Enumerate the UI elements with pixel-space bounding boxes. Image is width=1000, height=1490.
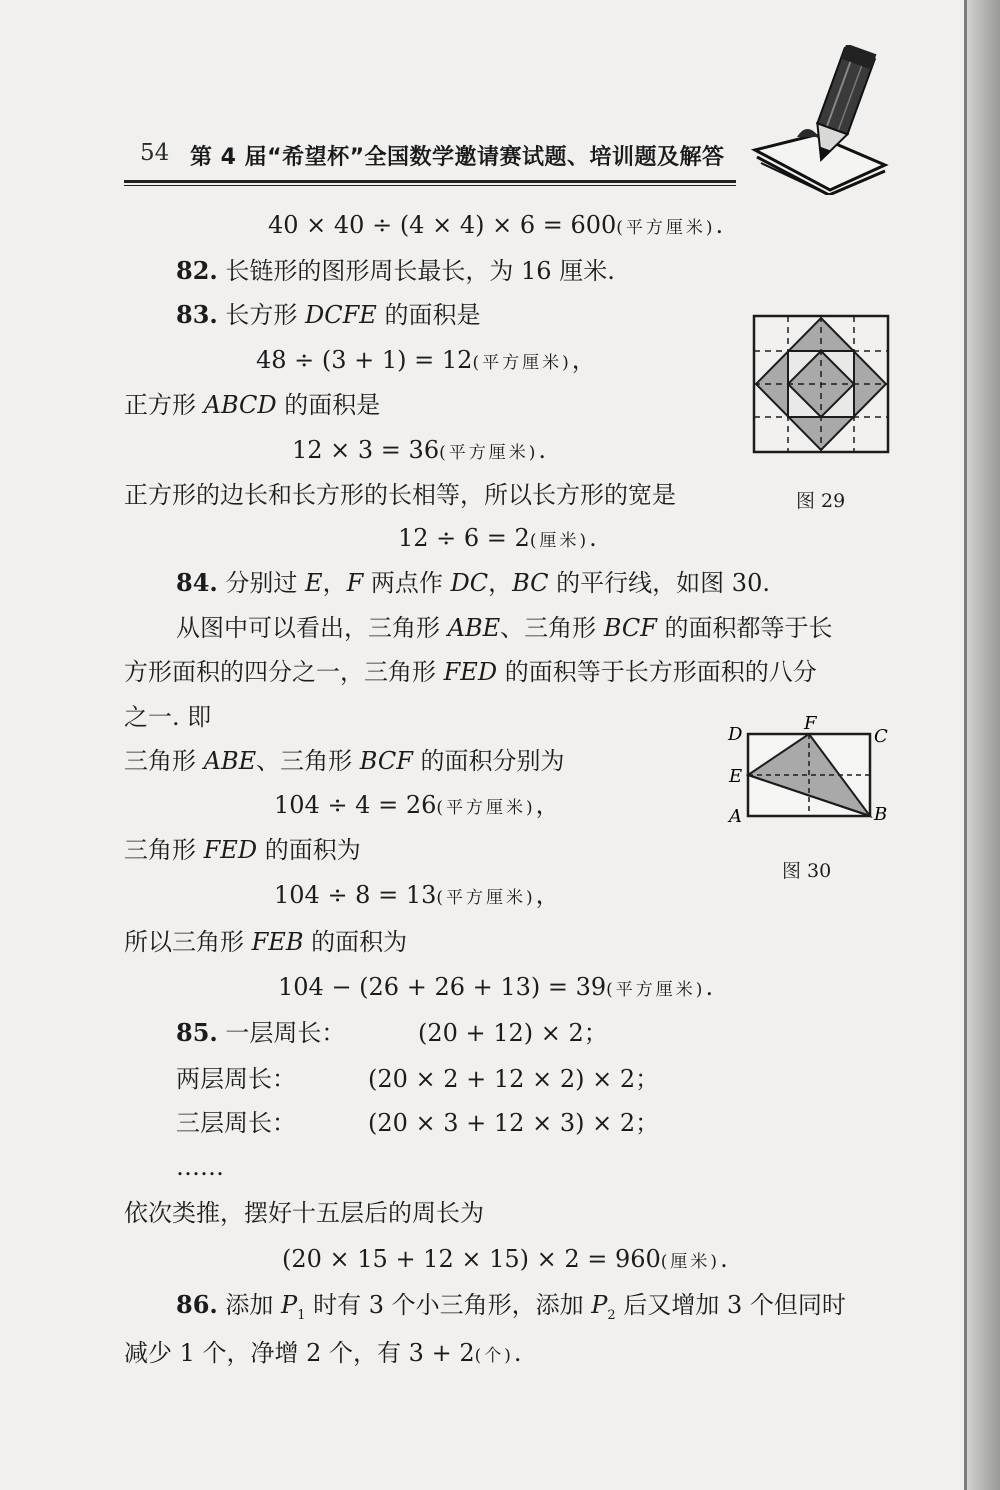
formula-line-5: [274, 790, 560, 823]
text: 正方形: [124, 391, 204, 419]
variable: ABCD: [203, 391, 277, 419]
running-header-title: 第 4 届“希望杯”全国数学邀请赛试题、培训题及解答: [190, 145, 725, 170]
punct: ，: [535, 791, 560, 819]
punct: .: [589, 524, 597, 552]
text: 从图中可以看出，三角形: [176, 614, 448, 642]
answer-84-intro: [176, 568, 770, 598]
formula-line-6: [274, 880, 560, 913]
text: 长链形的图形周长最长，为 16 厘米.: [217, 257, 615, 285]
formula-text: 12 × 3 = 36: [292, 436, 440, 464]
variable: FED: [203, 836, 258, 864]
formula-line-8: [418, 1018, 608, 1048]
answer-83-intro: [176, 300, 480, 330]
variable: BCF: [603, 614, 657, 642]
header-rule: [124, 180, 736, 186]
text: 的面积是: [276, 391, 381, 419]
figure-30-caption: 图 30: [782, 860, 832, 882]
formula-line-7: [278, 972, 713, 1005]
label-C: C: [874, 726, 888, 747]
formula-line-11: [282, 1244, 728, 1277]
answer-86-line-2: [124, 1338, 522, 1371]
formula-text: (20 + 12) × 2；: [418, 1019, 608, 1047]
punct: .: [538, 436, 546, 464]
unit-text: (厘米): [660, 1252, 721, 1272]
unit-text: (平方厘米): [472, 353, 572, 373]
formula-text: (20 × 15 + 12 × 15) × 2 = 960: [282, 1245, 661, 1273]
variable: FED: [443, 658, 498, 686]
text: 、三角形: [500, 614, 604, 642]
text-line-84f: [124, 927, 407, 957]
text: 两层周长：: [176, 1065, 296, 1093]
formula-line-3: [292, 435, 546, 468]
text: 一层周长：: [217, 1019, 346, 1047]
label-D: D: [728, 724, 743, 745]
text-line-85: [124, 1198, 484, 1228]
text: 的面积为: [303, 928, 408, 956]
variable: BCF: [359, 747, 413, 775]
answer-85-line-1: [176, 1018, 345, 1048]
label-A: A: [729, 806, 742, 827]
unit-text: (平方厘米): [606, 980, 706, 1000]
punct: .: [720, 1245, 728, 1273]
text-line-84a: [176, 613, 833, 643]
question-number: 82.: [176, 256, 218, 285]
variable: DC: [450, 569, 489, 597]
text: 时有 3 个小三角形，添加: [305, 1291, 592, 1319]
text: 的面积为: [257, 836, 361, 864]
answer-82: [176, 256, 615, 286]
text: 三层周长：: [176, 1109, 296, 1137]
text: 的面积是: [376, 301, 481, 329]
formula-text: 104 − (26 + 26 + 13) = 39: [278, 973, 607, 1001]
text: 后又增加 3 个但同时: [615, 1291, 846, 1319]
punct: .: [705, 973, 714, 1001]
subscript: 1: [297, 1307, 306, 1323]
formula-line-10: [368, 1108, 659, 1138]
figure-29-diagram: [752, 314, 890, 454]
text-line-84b: [124, 657, 817, 687]
text: 、三角形: [256, 747, 360, 775]
variable: ABE: [203, 747, 257, 775]
unit-text: (厘米): [529, 531, 590, 551]
variable: FEB: [251, 928, 304, 956]
question-number: 85.: [176, 1018, 218, 1047]
punct: .: [715, 211, 724, 239]
formula-text: 104 ÷ 4 = 26: [274, 791, 437, 819]
text: 三角形: [124, 836, 204, 864]
text-line-84c: [124, 702, 211, 732]
text-line-width: [124, 480, 676, 510]
text: 所以三角形: [124, 928, 252, 956]
formula-line-1: [268, 210, 723, 243]
answer-86-line-1: [176, 1290, 846, 1331]
unit-text: (平方厘米): [436, 798, 536, 818]
question-number: 83.: [176, 300, 218, 329]
formula-line-2: [256, 345, 596, 378]
variable: F: [346, 569, 364, 597]
text: 减少 1 个，净增 2 个，有 3 + 2: [124, 1339, 475, 1367]
formula-text: 104 ÷ 8 = 13: [274, 881, 437, 909]
punct: ，: [535, 881, 560, 909]
text: ，: [488, 569, 513, 597]
punct: ，: [571, 346, 596, 374]
formula-text: 48 ÷ (3 + 1) = 12: [256, 346, 473, 374]
formula-line-9: [368, 1064, 659, 1094]
text: 依次类推，摆好十五层后的周长为: [124, 1199, 484, 1227]
label-E: E: [729, 766, 743, 787]
text: ，: [322, 569, 347, 597]
question-number: 84.: [176, 568, 218, 597]
formula-line-4: [398, 523, 597, 556]
variable: BC: [512, 569, 549, 597]
text: 的面积都等于长: [656, 614, 833, 642]
label-B: B: [874, 804, 888, 825]
text: 的面积分别为: [412, 747, 565, 775]
text-line-square: [124, 390, 380, 420]
text: 两点作: [363, 569, 451, 597]
answer-85-line-2: [176, 1064, 296, 1094]
unit-text: (平方厘米): [616, 218, 716, 238]
punct: .: [513, 1339, 522, 1367]
text-line-84e: [124, 835, 361, 865]
variable: E: [305, 569, 323, 597]
text: 长方形: [217, 301, 306, 329]
pen-book-icon: [745, 45, 895, 195]
text: 添加: [217, 1291, 282, 1319]
text: 方形面积的四分之一，三角形: [124, 658, 444, 686]
page-edge-shadow: [964, 0, 1000, 1490]
figure-29-caption: 图 29: [796, 490, 846, 512]
page-number: 54: [140, 140, 170, 166]
text: 分别过: [217, 569, 306, 597]
variable: P: [591, 1291, 608, 1319]
formula-text: (20 × 3 + 12 × 3) × 2；: [368, 1109, 660, 1137]
unit-text: (平方厘米): [436, 888, 536, 908]
figure-30-diagram: [726, 712, 894, 830]
formula-text: (20 × 2 + 12 × 2) × 2；: [368, 1065, 660, 1093]
text: 的面积等于长方形面积的八分: [497, 658, 817, 686]
variable: P: [281, 1291, 298, 1319]
question-number: 86.: [176, 1290, 218, 1319]
label-F: F: [804, 713, 817, 734]
text: 正方形的边长和长方形的长相等，所以长方形的宽是: [124, 481, 676, 509]
text: ……: [176, 1153, 224, 1181]
answer-85-line-3: [176, 1108, 296, 1138]
ellipsis-line: [176, 1152, 224, 1182]
formula-text: 40 × 40 ÷ (4 × 4) × 6 = 600: [268, 211, 617, 239]
formula-text: 12 ÷ 6 = 2: [398, 524, 530, 552]
variable: DCFE: [305, 301, 377, 329]
text-line-84d: [124, 746, 565, 776]
text: 之一. 即: [124, 703, 212, 731]
unit-text: (个): [474, 1346, 514, 1366]
subscript: 2: [607, 1307, 616, 1323]
unit-text: (平方厘米): [439, 443, 539, 463]
variable: ABE: [447, 614, 501, 642]
text: 的平行线，如图 30.: [548, 569, 770, 597]
text: 三角形: [124, 747, 204, 775]
